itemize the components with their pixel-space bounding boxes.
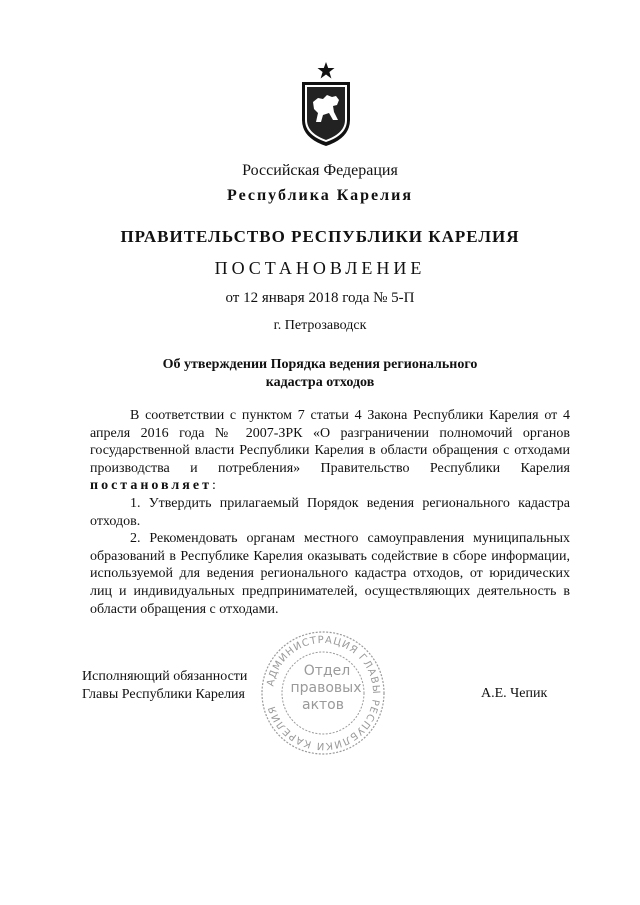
stamp-line-3: актов (301, 697, 345, 713)
resolves-word: постановляет (90, 478, 212, 494)
signatory-position-line-1: Исполняющий обязанности (82, 669, 248, 684)
document-title-line-2: кадастра отходов (265, 375, 375, 390)
document-body (90, 407, 570, 618)
signatory-position-line-2: Главы Республики Карелия (82, 687, 245, 702)
stamp-line-2: правовых (290, 680, 362, 696)
country-name: Российская Федерация (242, 162, 398, 179)
intro-paragraph (90, 407, 570, 495)
document-date-number: от 12 января 2018 года № 5-П (225, 290, 415, 306)
legal-department-stamp (258, 628, 388, 758)
item-1-paragraph: 1. Утвердить прилагаемый Порядок ведения регионального кадастра отходов. (90, 495, 570, 529)
document-type: ПОСТАНОВЛЕНИЕ (214, 258, 426, 278)
republic-name: Республика Карелия (227, 187, 413, 204)
coat-of-arms-of-karelia-icon (296, 62, 356, 148)
government-name: ПРАВИТЕЛЬСТВО РЕСПУБЛИКИ КАРЕЛИЯ (120, 227, 520, 246)
document-title-line-1: Об утверждении Порядка ведения регионального (162, 357, 478, 372)
resolves-colon: : (211, 478, 216, 494)
intro-text: В соответствии с пунктом 7 статьи 4 Закона Республики Карелия от 4 апреля 2016 года № 2007-ЗРК «О разграничении полномочий органов государственной власти Республики Карелия в области обращения с отходами производства и потребления» Правительство Республики Карелия (90, 408, 570, 476)
stamp-ring-text: АДМИНИСТРАЦИЯ ГЛАВЫ РЕСПУБЛИКИ КАРЕЛИЯ (265, 634, 382, 752)
signatory-position (82, 668, 247, 704)
item-2-paragraph: 2. Рекомендовать органам местного самоуправления муниципальных образований в Республике Карелия оказывать содействие в сборе информации, используемой для ведения регионального кадастра отходов, от юридических лиц и индивидуальных предпринимателей, осуществляющих деятельность в области обращения с отходами. (90, 531, 570, 617)
document-title (0, 356, 640, 392)
document-city: г. Петрозаводск (273, 318, 367, 333)
stamp-line-1: Отдел (303, 663, 351, 679)
signatory-name: А.Е. Чепик (481, 686, 548, 701)
